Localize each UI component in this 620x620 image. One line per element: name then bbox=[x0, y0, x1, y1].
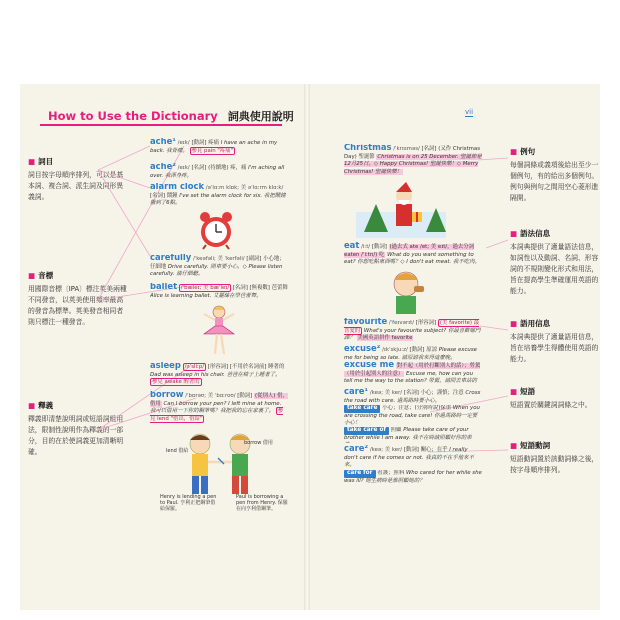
note-body: 短語置於關鍵詞詞條之中。 bbox=[510, 401, 592, 409]
definition: 小心；注意；(分別時說)保重 bbox=[382, 405, 452, 411]
part-of-speech: [名詞] bbox=[421, 146, 437, 152]
definition: [無複數] 芭蕾舞 bbox=[249, 285, 288, 291]
entry-excuse2 bbox=[344, 345, 482, 361]
headword: Christmas bbox=[344, 144, 392, 152]
example: I really don't care if he comes or not. 我真的不在乎他來不來。 bbox=[344, 447, 474, 469]
note-usage: ■ 語用信息 本詞典提供了適量語用信息，旨在培養學生得體使用英語的能力。 bbox=[510, 318, 602, 365]
caption-lend: lend 借給 bbox=[166, 448, 189, 454]
pronunciation: /ɪkˈskjuːz/ bbox=[382, 347, 408, 353]
note-pronunciation: ■ 音標 用國際音標〔IPA〕標注英美兩種不同發音，以英美使用頻率最高的發音為標準。英美發音相同者則只標注一種發音。 bbox=[28, 271, 127, 326]
headword: ache¹ bbox=[150, 138, 176, 146]
note-title: 例句 bbox=[520, 147, 536, 156]
connector-line bbox=[98, 146, 150, 170]
note-title: 詞目 bbox=[38, 157, 54, 166]
definition: 對不起（用於打斷別人的話）；勞駕（用於引起別人的注意） bbox=[344, 363, 481, 377]
note-headword: ■ 詞目 詞目按字母順序排列，可以是基本詞、複合詞、派生詞及同形異義詞。 bbox=[28, 156, 128, 203]
entry-take-care-of bbox=[344, 427, 482, 443]
entry-borrow bbox=[150, 391, 288, 429]
entry-ache2 bbox=[150, 163, 288, 183]
part-of-speech: [副詞] bbox=[246, 256, 262, 262]
headword: excuse² bbox=[344, 345, 381, 353]
headword: borrow bbox=[150, 391, 184, 399]
entry-take-care bbox=[344, 405, 482, 425]
cross-reference: 參見 lend "借出，借給" bbox=[150, 408, 284, 422]
entry-care2 bbox=[344, 445, 482, 469]
example: What do you want something to eat? 你想吃點東西嗎？◇ I don't eat meat. 我不吃肉。 bbox=[344, 251, 480, 266]
definition: (持續地) 疼，痛 bbox=[208, 165, 247, 171]
entry-eat bbox=[344, 242, 482, 266]
note-grammar: ■ 語法信息 本詞典提供了適量語法信息，如詞性以及動詞、名詞、形容詞的不規則變化形式和用法，旨在提高學生準確運用英語的能力。 bbox=[510, 228, 602, 297]
note-title: 釋義 bbox=[38, 401, 54, 410]
entry-ballet bbox=[150, 283, 288, 303]
definition: 看護；照料 bbox=[377, 470, 405, 476]
pronunciation: /əˈsliːp/ bbox=[184, 364, 205, 370]
pronunciation: /ˈkrɪsməs/ bbox=[393, 146, 420, 152]
connector-line bbox=[486, 240, 508, 248]
headword: excuse me bbox=[344, 361, 394, 369]
headword: care² bbox=[344, 445, 369, 453]
example: Drive carefully. 開車要小心。◇ Please listen carefully. 請仔細聽。 bbox=[150, 263, 283, 278]
cross-reference: 參見 awake 醒著的 bbox=[152, 379, 200, 386]
phrasal-verb: care for bbox=[344, 470, 376, 478]
headword: ballet bbox=[150, 283, 178, 291]
entry-carefully bbox=[150, 254, 288, 280]
caption-paul: Paul is borrowing a pen from Henry. 保羅在向亨利借鋼筆。 bbox=[236, 494, 288, 512]
pronunciation: /əˈlɑːm klɒk; 美 əˈlɑːrm klɑːk/ bbox=[205, 185, 284, 191]
entry-excuse-me bbox=[344, 361, 482, 385]
note-body: 詞目按字母順序排列，可以是基本詞、複合詞、派生詞及同形異義詞。 bbox=[28, 171, 124, 201]
entry-asleep bbox=[150, 362, 288, 390]
definition: 小心；謹慎；注意 bbox=[420, 390, 464, 396]
note-body: 本詞典提供了適量語法信息，如詞性以及動詞、名詞、形容詞的不規則變化形式和用法，旨在提高學生準確運用英語的能力。 bbox=[510, 243, 599, 295]
part-of-speech: [動詞] bbox=[409, 347, 425, 353]
note-body: 釋義即清楚說明詞或短語詞組用法，限制性說明作為釋義的一部分，目的在於使詞義更加清晰明確。 bbox=[28, 415, 124, 456]
cross-reference: 參見 pain "疼痛" bbox=[191, 147, 234, 154]
note-body: 每個詞條或義項後給出至少一個例句，有的給出多個例句。例句與例句之間用空心菱形進隔開。 bbox=[510, 161, 599, 202]
example: Can I borrow your pen? I left mine at home. 我可以借用一下你的鋼筆嗎？我把我的忘在家裏了。 bbox=[150, 400, 282, 415]
connector-line bbox=[98, 170, 150, 256]
note-body: 短語動詞置於該動詞條之後，按字母順序排列。 bbox=[510, 455, 599, 474]
note-phrases: ■ 短語 短語置於關鍵詞詞條之中。 bbox=[510, 386, 602, 411]
note-examples: ■ 例句 每個詞條或義項後給出至少一個例句，有的給出多個例句。例句與例句之間用空心菱形進隔開。 bbox=[510, 146, 602, 204]
headword: ache² bbox=[150, 163, 176, 171]
example: Alice is learning ballet. 艾麗絲在學芭蕾舞。 bbox=[150, 292, 262, 299]
definition: 鬧鐘 bbox=[166, 192, 178, 199]
example: When you are crossing the road, take care! 你過馬路時一定要小心！ bbox=[344, 405, 480, 425]
example: I have an ache in my back. 我背痛。 bbox=[150, 140, 278, 154]
part-of-speech: [動詞] bbox=[191, 140, 207, 146]
entry-ache1 bbox=[150, 138, 288, 160]
caption-henry: Henry is lending a pen to Paul. 亨利正把鋼筆借給保羅。 bbox=[160, 494, 217, 512]
part-of-speech: [名詞] bbox=[150, 192, 165, 199]
page-number: vii bbox=[465, 108, 474, 116]
definition: [不用於名詞前] 睡著的 bbox=[229, 364, 285, 370]
note-body: 本詞典提供了適量語用信息，旨在培養學生得體使用英語的能力。 bbox=[510, 333, 599, 363]
example: Who cared for her while she was ill? 她生病時是誰照顧她的？ bbox=[344, 470, 482, 484]
definition: 照顧 bbox=[390, 427, 402, 433]
note-body: 用國際音標〔IPA〕標注英美兩種不同發音，以英美使用頻率最高的發音為標準。英美發音相同者則只標注一種發音。 bbox=[28, 285, 127, 326]
example: Excuse me, how can you tell me the way to the station? 勞駕，請問去車站的 bbox=[344, 370, 477, 385]
part-of-speech: [動詞] bbox=[371, 244, 387, 250]
definition: 關心；在乎 bbox=[420, 447, 448, 453]
headword: care¹ bbox=[344, 388, 369, 396]
headword: carefully bbox=[150, 254, 192, 262]
note-definition: ■ 釋義 釋義即清楚說明詞或短語詞組用法，限制性說明作為釋義的一部分，目的在於使詞義更加清晰明確。 bbox=[28, 400, 128, 458]
example: Cross the road with care. 過馬路時要小心。 bbox=[344, 390, 481, 404]
pronunciation: /ˈbæleɪ; 美 bæˈleɪ/ bbox=[180, 285, 230, 291]
part-of-speech: [動詞] bbox=[237, 393, 253, 399]
part-of-speech: [名詞] bbox=[232, 285, 248, 291]
pronunciation: /eɪk/ bbox=[177, 140, 190, 146]
definition: (美 favorite) 最喜愛的 bbox=[344, 320, 480, 334]
part-of-speech: [形容詞] bbox=[207, 364, 229, 370]
example: Christmas is on 25 December. 聖誕節是12月25日。◇ Happy Christmas! 聖誕快樂！◇ Merry Christmas! 聖誕快樂！ bbox=[344, 153, 482, 175]
note-title: 音標 bbox=[38, 271, 54, 280]
entry-care-for bbox=[344, 470, 482, 490]
eating-boy-illustration bbox=[384, 268, 430, 316]
definition: 小心地；仔細地 bbox=[150, 256, 285, 270]
header-title-en: How to Use the Dictionary bbox=[48, 109, 218, 123]
phrase: take care of bbox=[344, 427, 389, 435]
definition: (從別人) 借，借用 bbox=[150, 393, 288, 407]
connector-line bbox=[480, 326, 508, 330]
definition: (過去式 ate /et; 美 eɪt/，過去分詞 eaten /ˈiːtn/) 吃 bbox=[344, 244, 475, 258]
caption-borrow: borrow 借用 bbox=[244, 440, 273, 446]
ballerina-illustration bbox=[196, 304, 242, 358]
pronunciation: /ˈkeəfəli; 美 ˈkerfəli/ bbox=[192, 256, 245, 262]
pronunciation: /keə; 美 ker/ bbox=[369, 390, 403, 396]
note-title: 語法信息 bbox=[520, 229, 551, 238]
usage-note: 美國英語拼作 favorite bbox=[357, 335, 413, 342]
note-phrasal-verbs: ■ 短語動詞 短語動詞置於該動詞條之後，按字母順序排列。 bbox=[510, 440, 602, 476]
example: I'm aching all over. 我渾身疼。 bbox=[150, 165, 285, 179]
example: Dad was asleep in his chair. 爸爸在椅子上睡著了。 bbox=[150, 371, 281, 378]
entry-alarm-clock bbox=[150, 183, 288, 209]
definition: 原諒 bbox=[426, 347, 438, 353]
headword: favourite bbox=[344, 318, 388, 326]
part-of-speech: [名詞] bbox=[191, 165, 207, 171]
alarm-clock-illustration bbox=[196, 210, 236, 250]
definition: 疼痛 bbox=[208, 140, 219, 146]
headword: asleep bbox=[150, 362, 181, 370]
definition: (又作 Christmas Day) 聖誕節 bbox=[344, 146, 481, 160]
part-of-speech: [名詞] bbox=[403, 390, 419, 396]
part-of-speech: [動詞] bbox=[403, 447, 419, 453]
pronunciation: /ˈfeɪvərɪt/ bbox=[388, 320, 415, 326]
connector-line bbox=[98, 170, 150, 188]
note-title: 短語動詞 bbox=[520, 441, 551, 450]
pronunciation: /eɪk/ bbox=[177, 165, 190, 171]
pronunciation: /keə; 美 ker/ bbox=[369, 447, 403, 453]
phrase: take care bbox=[344, 405, 380, 413]
pronunciation: /ˈbɒrəʊ; 美 ˈbɑːroʊ/ bbox=[185, 393, 236, 399]
headword: alarm clock bbox=[150, 183, 205, 191]
example: Please excuse me for being so late. 請原諒我來得這麼晚。 bbox=[344, 347, 477, 361]
example: Please take care of your brother while I am away. 我不在時請照顧好你的弟 bbox=[344, 427, 472, 441]
note-title: 語用信息 bbox=[520, 319, 551, 328]
note-title: 短語 bbox=[520, 387, 536, 396]
entry-care1 bbox=[344, 388, 482, 404]
header-title-zh: 詞典使用說明 bbox=[227, 110, 294, 123]
example: I've set the alarm clock for six. 我把鬧鐘撥到了6點。 bbox=[150, 192, 286, 207]
part-of-speech: [形容詞] bbox=[415, 320, 437, 326]
example: What's your favourite subject? 你最喜歡哪門課？ bbox=[344, 327, 481, 342]
connector-line bbox=[478, 158, 508, 160]
pronunciation: /iːt/ bbox=[361, 244, 371, 250]
entry-christmas bbox=[344, 144, 482, 178]
entry-favourite bbox=[344, 318, 482, 342]
headword: eat bbox=[344, 242, 360, 250]
christmas-illustration bbox=[356, 182, 446, 238]
